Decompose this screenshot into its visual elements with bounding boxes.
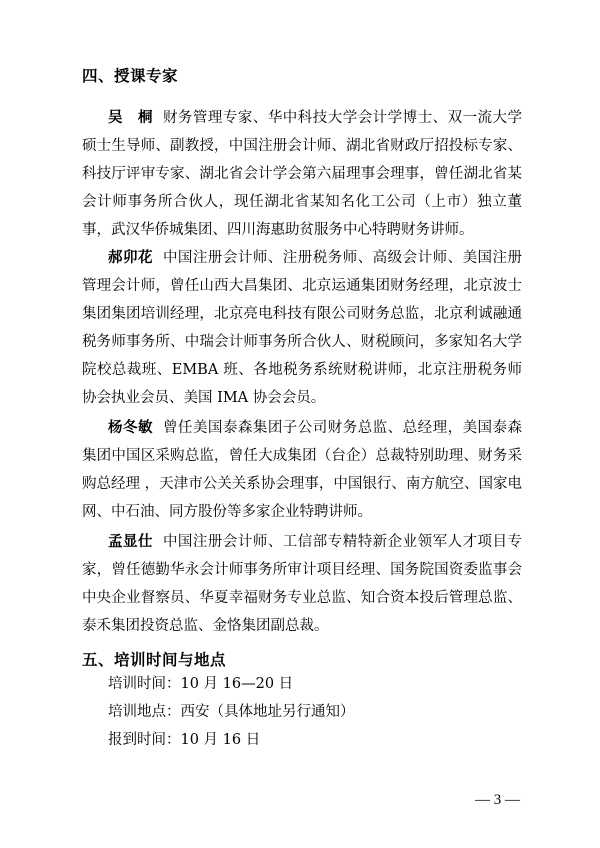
expert-description: 中国注册会计师、注册税务师、高级会计师、美国注册管理会计师，曾任山西大昌集团、北京运通集团财务经理，北京波士集团集团培训经理，北京亮电科技有限公司财务总监，北京利诚融通税务师事务所、中瑞会计师事务所合伙人、财税顾问，多家知名大学院校总裁班、EMBA 班、各地税务系统财税讲师，北京注册税务师协会执业会员、美国 IMA 协会会员。 bbox=[82, 250, 523, 406]
checkin-time: 报到时间：10 月 16 日 bbox=[108, 732, 261, 748]
section-heading-experts: 四、授课专家 bbox=[82, 67, 179, 85]
expert-description: 曾任美国泰森集团子公司财务总监、总经理，美国泰森集团中国区采购总监，曾任大成集团（台企）总裁特别助理、财务采购总经理 ，天津市公关关系协会理事，中国银行、南方航空、国家电网、中石油、同方股份等多家企业特聘讲师。 bbox=[82, 420, 523, 520]
expert-name: 郝卯花 bbox=[108, 250, 153, 266]
expert-bio-1 bbox=[82, 104, 522, 244]
expert-name: 孟显仕 bbox=[108, 534, 153, 550]
expert-bio-2 bbox=[82, 244, 522, 412]
expert-name: 吴 桐 bbox=[108, 110, 153, 126]
expert-bio-3 bbox=[82, 414, 522, 526]
section-heading-time-place: 五、培训时间与地点 bbox=[82, 651, 227, 669]
page-number: — 3 — bbox=[475, 792, 520, 808]
expert-description: 财务管理专家、华中科技大学会计学博士、双一流大学硕士生导师、副教授，中国注册会计师、湖北省财政厅招投标专家、科技厅评审专家、湖北省会计学会第六届理事会理事，曾任湖北省某会计师事务所合伙人，现任湖北省某知名化工公司（上市）独立董事，武汉华侨城集团、四川海惠助贫服务中心特聘财务讲师。 bbox=[82, 110, 523, 238]
training-time: 培训时间：10 月 16—20 日 bbox=[108, 676, 294, 692]
training-place: 培训地点：西安（具体地址另行通知） bbox=[108, 704, 355, 720]
expert-description: 中国注册会计师、工信部专精特新企业领军人才项目专家，曾任德勤华永会计师事务所审计项目经理、国务院国资委监事会中央企业督察员、华夏幸福财务专业总监、知合资本投后管理总监、泰禾集团投资总监、金恪集团副总裁。 bbox=[82, 534, 523, 634]
expert-bio-4 bbox=[82, 528, 522, 640]
expert-name: 杨冬敏 bbox=[108, 420, 153, 436]
